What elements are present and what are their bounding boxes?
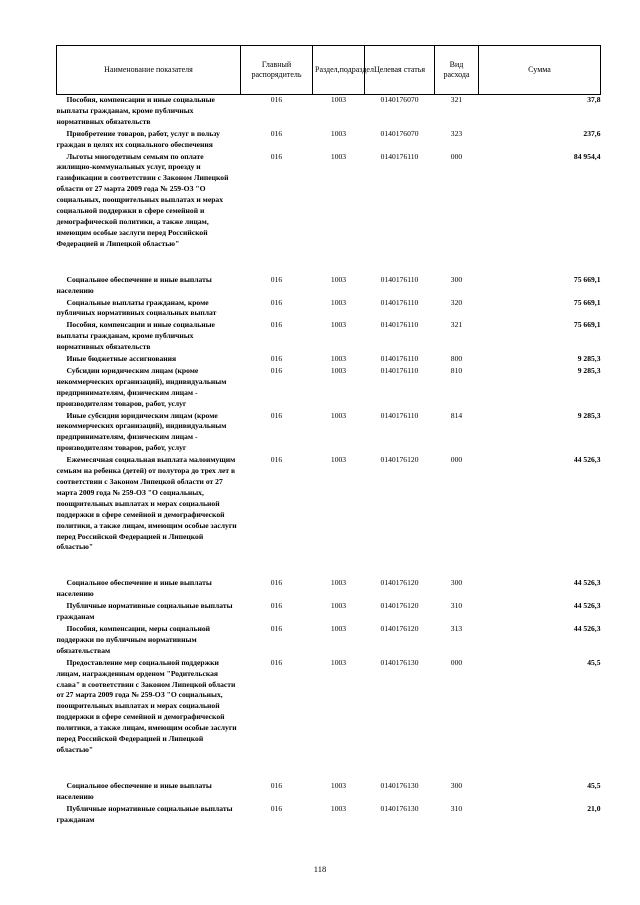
cell-section: 1003 (330, 410, 347, 420)
table-row (57, 298, 601, 321)
cell-indicator-name: Пособия, компенсации и иные социальные выплаты гражданам, кроме публичных нормативных обязательств (56, 95, 215, 126)
header-main-manager: Главный распорядитель (241, 46, 313, 95)
cell-target-article: 0140176130 (380, 803, 419, 813)
row-spacer (57, 251, 601, 275)
cell-target-article: 0140176110 (380, 320, 419, 330)
cell-main-manager: 016 (270, 410, 283, 420)
cell-indicator-name: Социальное обеспечение и иные выплаты населению (56, 780, 212, 801)
table-row (57, 366, 601, 411)
cell-main-manager: 016 (270, 151, 283, 161)
cell-section: 1003 (330, 95, 347, 104)
row-spacer (57, 757, 601, 781)
cell-indicator-name: Социальные выплаты гражданам, кроме публичных нормативных социальных выплат (56, 297, 217, 318)
table-row (57, 354, 601, 366)
table-body (57, 95, 601, 827)
cell-expense-type: 810 (450, 365, 463, 375)
table-row (57, 411, 601, 456)
cell-indicator-name: Социальное обеспечение и иные выплаты населению (56, 578, 212, 599)
table-row (57, 578, 601, 601)
cell-main-manager: 016 (270, 455, 283, 465)
cell-indicator-name: Предоставление мер социальной поддержки лицам, награжденным орденом "Родительская слава" в соответствии с Законом Липецкой области от 27 марта 2009 года № 259-ОЗ "О социальных, поощрительных выплатах и мерах социальной поддержки в сфере семейной и демографической политики, а также лицам, имеющим особые заслуги перед Российской Федерацией и Липецкой областью" (56, 657, 237, 754)
cell-main-manager: 016 (270, 274, 283, 284)
table-row (57, 152, 601, 251)
cell-main-manager: 016 (270, 780, 283, 790)
cell-sum: 75 669,1 (573, 274, 601, 284)
table-row (57, 804, 601, 827)
cell-sum: 75 669,1 (573, 297, 601, 307)
cell-section: 1003 (330, 578, 347, 588)
cell-target-article: 0140176120 (380, 578, 419, 588)
table-header-row (57, 46, 601, 95)
spacer-cell (57, 554, 601, 578)
cell-sum: 45,5 (587, 780, 601, 790)
cell-section: 1003 (330, 128, 347, 138)
cell-expense-type: 800 (450, 354, 463, 364)
cell-section: 1003 (330, 365, 347, 375)
cell-sum: 37,8 (587, 95, 601, 104)
cell-section: 1003 (330, 354, 347, 364)
header-section: Раздел,подраздел (313, 46, 365, 95)
cell-indicator-name: Публичные нормативные социальные выплаты гражданам (56, 601, 233, 622)
cell-expense-type: 323 (450, 128, 463, 138)
cell-sum: 9 285,3 (577, 365, 601, 375)
cell-section: 1003 (330, 601, 347, 611)
cell-indicator-name: Иные субсидии юридическим лицам (кроме некоммерческих организаций), индивидуальным предпринимателям, физическим лицам - производителям товаров, работ, услуг (56, 410, 227, 453)
cell-target-article: 0140176110 (380, 354, 419, 364)
cell-expense-type: 300 (450, 578, 463, 588)
cell-sum: 44 526,3 (573, 578, 601, 588)
header-expense-type: Вид расхода (435, 46, 479, 95)
cell-sum: 84 954,4 (573, 151, 601, 161)
cell-main-manager: 016 (270, 354, 283, 364)
cell-sum: 9 285,3 (577, 354, 601, 364)
spacer-cell (57, 251, 601, 275)
cell-main-manager: 016 (270, 320, 283, 330)
cell-main-manager: 016 (270, 95, 283, 104)
cell-target-article: 0140176110 (380, 274, 419, 284)
cell-indicator-name: Ежемесячная социальная выплата малоимущим семьям на ребенка (детей) от полутора до трех лет в соответствии с Законом Липецкой области от 27 марта 2009 года № 259-ОЗ "О социальных, поощрительных выплатах и мерах социальной поддержки в сфере семейной и демографической политики, а также лицам, имеющим особые заслуги перед Российской Федерацией и Липецкой областью" (56, 455, 237, 552)
table-row (57, 658, 601, 757)
cell-target-article: 0140176110 (380, 410, 419, 420)
table-row (57, 275, 601, 298)
cell-main-manager: 016 (270, 128, 283, 138)
cell-expense-type: 310 (450, 601, 463, 611)
cell-indicator-name: Пособия, компенсации и иные социальные выплаты гражданам, кроме публичных нормативных обязательств (56, 320, 215, 352)
cell-target-article: 0140176070 (380, 128, 419, 138)
cell-target-article: 0140176110 (380, 297, 419, 307)
row-spacer (57, 554, 601, 578)
table-row (57, 601, 601, 624)
cell-expense-type: 300 (450, 274, 463, 284)
cell-section: 1003 (330, 274, 347, 284)
cell-main-manager: 016 (270, 803, 283, 813)
cell-indicator-name: Льготы многодетным семьям по оплате жилищно-коммунальных услуг, проезду и газификации в соответствии с Законом Липецкой области от 27 марта 2009 года № 259-ОЗ "О социальных, поощрительных выплатах и мерах социальной поддержки в сфере семейной и демографической политики, а также лицам, имеющим особые заслуги перед Российской Федерацией и Липецкой областью" (56, 151, 229, 248)
cell-target-article: 0140176110 (380, 151, 419, 161)
cell-sum: 44 526,3 (573, 455, 601, 465)
table-row (57, 95, 601, 129)
cell-target-article: 0140176070 (380, 95, 419, 104)
cell-sum: 44 526,3 (573, 623, 601, 633)
cell-expense-type: 321 (450, 320, 463, 330)
cell-target-article: 0140176120 (380, 601, 419, 611)
cell-expense-type: 321 (450, 95, 463, 104)
cell-sum: 45,5 (587, 657, 601, 667)
cell-section: 1003 (330, 623, 347, 633)
cell-target-article: 0140176110 (380, 365, 419, 375)
cell-section: 1003 (330, 657, 347, 667)
header-indicator-name: Наименование показателя (57, 46, 241, 95)
cell-section: 1003 (330, 297, 347, 307)
spacer-cell (57, 757, 601, 781)
cell-main-manager: 016 (270, 623, 283, 633)
cell-indicator-name: Приобретение товаров, работ, услуг в пользу граждан в целях их социального обеспечения (56, 128, 220, 149)
cell-expense-type: 000 (450, 657, 463, 667)
cell-target-article: 0140176130 (380, 657, 419, 667)
cell-indicator-name: Социальное обеспечение и иные выплаты населению (56, 274, 212, 295)
cell-indicator-name: Иные бюджетные ассигнования (66, 354, 177, 364)
budget-table (56, 45, 601, 826)
cell-section: 1003 (330, 780, 347, 790)
header-target-article: Целевая статья (365, 46, 435, 95)
cell-main-manager: 016 (270, 578, 283, 588)
table-row (57, 781, 601, 804)
cell-section: 1003 (330, 320, 347, 330)
cell-section: 1003 (330, 455, 347, 465)
cell-expense-type: 814 (450, 410, 463, 420)
cell-expense-type: 300 (450, 780, 463, 790)
cell-sum: 9 285,3 (577, 410, 601, 420)
cell-main-manager: 016 (270, 365, 283, 375)
cell-expense-type: 310 (450, 803, 463, 813)
cell-sum: 237,6 (583, 128, 601, 138)
table-row (57, 129, 601, 152)
cell-target-article: 0140176130 (380, 780, 419, 790)
cell-expense-type: 000 (450, 151, 463, 161)
table-row (57, 320, 601, 354)
cell-main-manager: 016 (270, 297, 283, 307)
cell-sum: 21,0 (587, 803, 601, 813)
cell-target-article: 0140176120 (380, 455, 419, 465)
cell-main-manager: 016 (270, 657, 283, 667)
cell-expense-type: 313 (450, 623, 463, 633)
cell-indicator-name: Субсидии юридическим лицам (кроме некоммерческих организаций), индивидуальным предпринимателям, физическим лицам - производителям товаров, работ, услуг (56, 365, 227, 408)
cell-expense-type: 000 (450, 455, 463, 465)
cell-indicator-name: Публичные нормативные социальные выплаты гражданам (56, 803, 233, 824)
cell-expense-type: 320 (450, 297, 463, 307)
table-row (57, 624, 601, 658)
cell-target-article: 0140176120 (380, 623, 419, 633)
cell-sum: 75 669,1 (573, 320, 601, 330)
cell-section: 1003 (330, 803, 347, 813)
cell-sum: 44 526,3 (573, 601, 601, 611)
table-row (57, 455, 601, 554)
cell-main-manager: 016 (270, 601, 283, 611)
cell-section: 1003 (330, 151, 347, 161)
cell-indicator-name: Пособия, компенсации, меры социальной поддержки по публичным нормативным обязательствам (56, 623, 211, 655)
page-number: 118 (313, 864, 327, 874)
header-sum: Сумма (479, 46, 601, 95)
